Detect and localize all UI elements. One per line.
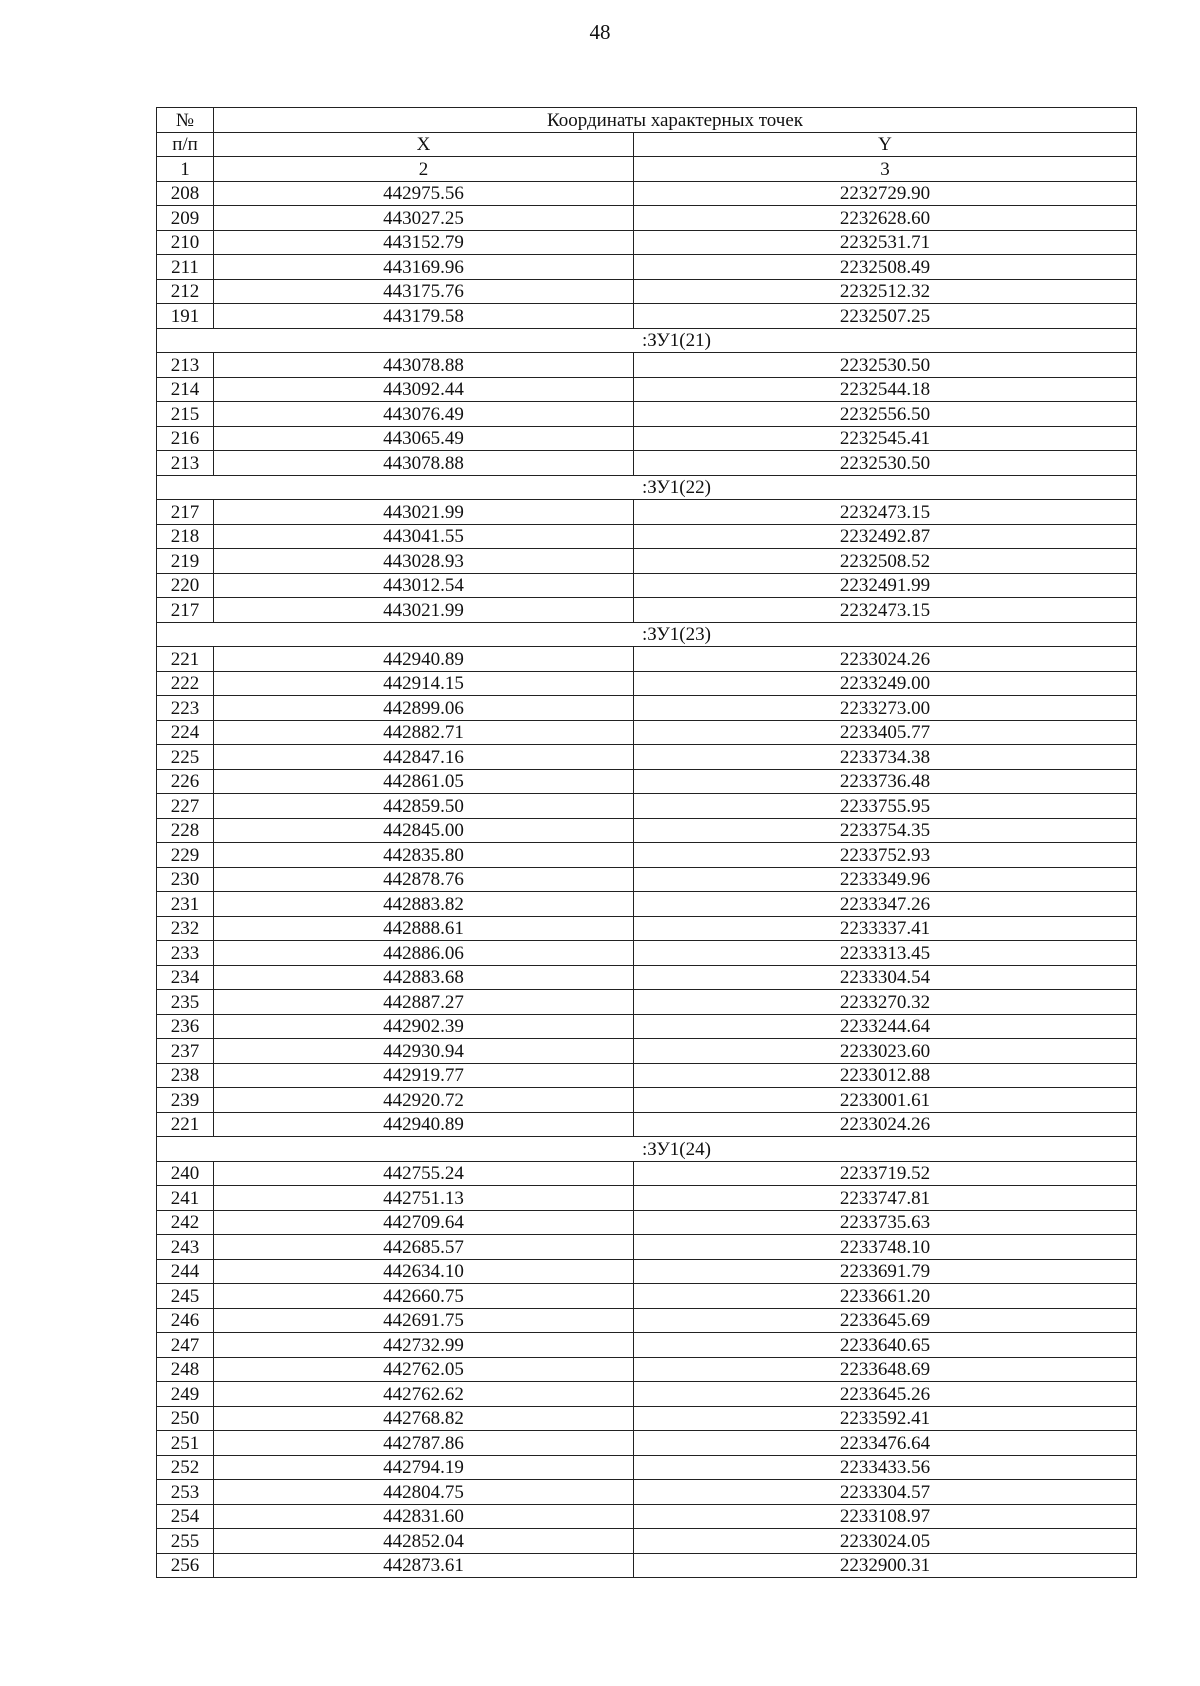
x-coordinate-cell: 443092.44 bbox=[214, 377, 634, 402]
point-number-cell: 256 bbox=[157, 1553, 214, 1578]
x-coordinate-cell: 442787.86 bbox=[214, 1431, 634, 1456]
x-coordinate-cell: 442660.75 bbox=[214, 1284, 634, 1309]
table-row bbox=[157, 1014, 1137, 1039]
y-coordinate-cell: 2233719.52 bbox=[634, 1161, 1137, 1186]
point-number-cell: 241 bbox=[157, 1186, 214, 1211]
y-coordinate-cell: 2232491.99 bbox=[634, 573, 1137, 598]
x-coordinate-cell: 442940.89 bbox=[214, 1112, 634, 1137]
y-coordinate-cell: 2233691.79 bbox=[634, 1259, 1137, 1284]
table-row bbox=[157, 843, 1137, 868]
y-coordinate-cell: 2233273.00 bbox=[634, 696, 1137, 721]
table-row bbox=[157, 1431, 1137, 1456]
y-coordinate-cell: 2232508.52 bbox=[634, 549, 1137, 574]
section-label: :ЗУ1(22) bbox=[157, 475, 1137, 500]
header-coords-title: Координаты характерных точек bbox=[214, 108, 1137, 133]
section-label: :ЗУ1(23) bbox=[157, 622, 1137, 647]
table-row bbox=[157, 892, 1137, 917]
table-row bbox=[157, 1259, 1137, 1284]
x-coordinate-cell: 442882.71 bbox=[214, 720, 634, 745]
x-coordinate-cell: 442883.68 bbox=[214, 965, 634, 990]
table-row bbox=[157, 1357, 1137, 1382]
table-row bbox=[157, 206, 1137, 231]
point-number-cell: 240 bbox=[157, 1161, 214, 1186]
table-row bbox=[157, 1406, 1137, 1431]
point-number-cell: 243 bbox=[157, 1235, 214, 1260]
y-coordinate-cell: 2232628.60 bbox=[634, 206, 1137, 231]
table-row bbox=[157, 181, 1137, 206]
y-coordinate-cell: 2232473.15 bbox=[634, 500, 1137, 525]
point-number-cell: 219 bbox=[157, 549, 214, 574]
x-coordinate-cell: 442878.76 bbox=[214, 867, 634, 892]
table-row bbox=[157, 769, 1137, 794]
point-number-cell: 248 bbox=[157, 1357, 214, 1382]
y-coordinate-cell: 2233012.88 bbox=[634, 1063, 1137, 1088]
table-row bbox=[157, 1553, 1137, 1578]
point-number-cell: 251 bbox=[157, 1431, 214, 1456]
header-index-3: 3 bbox=[634, 157, 1137, 182]
point-number-cell: 226 bbox=[157, 769, 214, 794]
point-number-cell: 217 bbox=[157, 598, 214, 623]
table-row bbox=[157, 1088, 1137, 1113]
point-number-cell: 220 bbox=[157, 573, 214, 598]
table-row bbox=[157, 524, 1137, 549]
y-coordinate-cell: 2232492.87 bbox=[634, 524, 1137, 549]
y-coordinate-cell: 2233249.00 bbox=[634, 671, 1137, 696]
x-coordinate-cell: 442861.05 bbox=[214, 769, 634, 794]
header-index-1: 1 bbox=[157, 157, 214, 182]
coordinates-body bbox=[157, 181, 1137, 1578]
point-number-cell: 228 bbox=[157, 818, 214, 843]
x-coordinate-cell: 442886.06 bbox=[214, 941, 634, 966]
y-coordinate-cell: 2233108.97 bbox=[634, 1504, 1137, 1529]
y-coordinate-cell: 2233347.26 bbox=[634, 892, 1137, 917]
point-number-cell: 238 bbox=[157, 1063, 214, 1088]
point-number-cell: 235 bbox=[157, 990, 214, 1015]
point-number-cell: 255 bbox=[157, 1529, 214, 1554]
y-coordinate-cell: 2233024.26 bbox=[634, 1112, 1137, 1137]
point-number-cell: 245 bbox=[157, 1284, 214, 1309]
y-coordinate-cell: 2232900.31 bbox=[634, 1553, 1137, 1578]
point-number-cell: 227 bbox=[157, 794, 214, 819]
x-coordinate-cell: 443175.76 bbox=[214, 279, 634, 304]
point-number-cell: 218 bbox=[157, 524, 214, 549]
table-row bbox=[157, 794, 1137, 819]
table-row bbox=[157, 1382, 1137, 1407]
x-coordinate-cell: 442852.04 bbox=[214, 1529, 634, 1554]
y-coordinate-cell: 2232508.49 bbox=[634, 255, 1137, 280]
x-coordinate-cell: 442732.99 bbox=[214, 1333, 634, 1358]
x-coordinate-cell: 443021.99 bbox=[214, 598, 634, 623]
y-coordinate-cell: 2233405.77 bbox=[634, 720, 1137, 745]
table-row bbox=[157, 1235, 1137, 1260]
point-number-cell: 211 bbox=[157, 255, 214, 280]
table-row bbox=[157, 1210, 1137, 1235]
x-coordinate-cell: 443169.96 bbox=[214, 255, 634, 280]
point-number-cell: 239 bbox=[157, 1088, 214, 1113]
point-number-cell: 236 bbox=[157, 1014, 214, 1039]
y-coordinate-cell: 2233754.35 bbox=[634, 818, 1137, 843]
x-coordinate-cell: 442751.13 bbox=[214, 1186, 634, 1211]
table-row bbox=[157, 671, 1137, 696]
x-coordinate-cell: 442762.62 bbox=[214, 1382, 634, 1407]
x-coordinate-cell: 442883.82 bbox=[214, 892, 634, 917]
y-coordinate-cell: 2233735.63 bbox=[634, 1210, 1137, 1235]
x-coordinate-cell: 443076.49 bbox=[214, 402, 634, 427]
table-row bbox=[157, 1308, 1137, 1333]
table-row bbox=[157, 696, 1137, 721]
table-row bbox=[157, 304, 1137, 329]
x-coordinate-cell: 442902.39 bbox=[214, 1014, 634, 1039]
y-coordinate-cell: 2233313.45 bbox=[634, 941, 1137, 966]
x-coordinate-cell: 443012.54 bbox=[214, 573, 634, 598]
y-coordinate-cell: 2232530.50 bbox=[634, 353, 1137, 378]
point-number-cell: 224 bbox=[157, 720, 214, 745]
section-row bbox=[157, 622, 1137, 647]
y-coordinate-cell: 2233270.32 bbox=[634, 990, 1137, 1015]
y-coordinate-cell: 2233752.93 bbox=[634, 843, 1137, 868]
y-coordinate-cell: 2233734.38 bbox=[634, 745, 1137, 770]
point-number-cell: 223 bbox=[157, 696, 214, 721]
table-row bbox=[157, 867, 1137, 892]
point-number-cell: 242 bbox=[157, 1210, 214, 1235]
point-number-cell: 221 bbox=[157, 647, 214, 672]
y-coordinate-cell: 2233433.56 bbox=[634, 1455, 1137, 1480]
point-number-cell: 232 bbox=[157, 916, 214, 941]
table-row bbox=[157, 279, 1137, 304]
table-row bbox=[157, 1284, 1137, 1309]
point-number-cell: 234 bbox=[157, 965, 214, 990]
x-coordinate-cell: 442835.80 bbox=[214, 843, 634, 868]
x-coordinate-cell: 442709.64 bbox=[214, 1210, 634, 1235]
point-number-cell: 210 bbox=[157, 230, 214, 255]
point-number-cell: 222 bbox=[157, 671, 214, 696]
table-row bbox=[157, 598, 1137, 623]
x-coordinate-cell: 442691.75 bbox=[214, 1308, 634, 1333]
table-row bbox=[157, 500, 1137, 525]
x-coordinate-cell: 442888.61 bbox=[214, 916, 634, 941]
y-coordinate-cell: 2232512.32 bbox=[634, 279, 1137, 304]
x-coordinate-cell: 442914.15 bbox=[214, 671, 634, 696]
point-number-cell: 191 bbox=[157, 304, 214, 329]
table-row bbox=[157, 230, 1137, 255]
point-number-cell: 214 bbox=[157, 377, 214, 402]
y-coordinate-cell: 2232531.71 bbox=[634, 230, 1137, 255]
point-number-cell: 249 bbox=[157, 1382, 214, 1407]
header-x: X bbox=[214, 132, 634, 157]
table-row bbox=[157, 1161, 1137, 1186]
table-row bbox=[157, 745, 1137, 770]
point-number-cell: 216 bbox=[157, 426, 214, 451]
table-row bbox=[157, 402, 1137, 427]
header-y: Y bbox=[634, 132, 1137, 157]
x-coordinate-cell: 443027.25 bbox=[214, 206, 634, 231]
table-row bbox=[157, 647, 1137, 672]
x-coordinate-cell: 442887.27 bbox=[214, 990, 634, 1015]
table-row bbox=[157, 1186, 1137, 1211]
y-coordinate-cell: 2233648.69 bbox=[634, 1357, 1137, 1382]
y-coordinate-cell: 2233755.95 bbox=[634, 794, 1137, 819]
point-number-cell: 252 bbox=[157, 1455, 214, 1480]
table-row bbox=[157, 1480, 1137, 1505]
y-coordinate-cell: 2232729.90 bbox=[634, 181, 1137, 206]
y-coordinate-cell: 2233736.48 bbox=[634, 769, 1137, 794]
x-coordinate-cell: 443179.58 bbox=[214, 304, 634, 329]
x-coordinate-cell: 442762.05 bbox=[214, 1357, 634, 1382]
x-coordinate-cell: 442940.89 bbox=[214, 647, 634, 672]
point-number-cell: 212 bbox=[157, 279, 214, 304]
table-row bbox=[157, 720, 1137, 745]
x-coordinate-cell: 442794.19 bbox=[214, 1455, 634, 1480]
point-number-cell: 213 bbox=[157, 451, 214, 476]
point-number-cell: 229 bbox=[157, 843, 214, 868]
point-number-cell: 213 bbox=[157, 353, 214, 378]
y-coordinate-cell: 2232473.15 bbox=[634, 598, 1137, 623]
x-coordinate-cell: 443041.55 bbox=[214, 524, 634, 549]
section-row bbox=[157, 328, 1137, 353]
x-coordinate-cell: 442920.72 bbox=[214, 1088, 634, 1113]
y-coordinate-cell: 2232530.50 bbox=[634, 451, 1137, 476]
point-number-cell: 244 bbox=[157, 1259, 214, 1284]
table-row bbox=[157, 916, 1137, 941]
point-number-cell: 233 bbox=[157, 941, 214, 966]
y-coordinate-cell: 2233592.41 bbox=[634, 1406, 1137, 1431]
point-number-cell: 231 bbox=[157, 892, 214, 917]
table-row bbox=[157, 1063, 1137, 1088]
y-coordinate-cell: 2233645.26 bbox=[634, 1382, 1137, 1407]
x-coordinate-cell: 442847.16 bbox=[214, 745, 634, 770]
header-row-1 bbox=[157, 108, 1137, 133]
y-coordinate-cell: 2233337.41 bbox=[634, 916, 1137, 941]
x-coordinate-cell: 443021.99 bbox=[214, 500, 634, 525]
table-row bbox=[157, 353, 1137, 378]
table-row bbox=[157, 573, 1137, 598]
y-coordinate-cell: 2233476.64 bbox=[634, 1431, 1137, 1456]
point-number-cell: 254 bbox=[157, 1504, 214, 1529]
x-coordinate-cell: 442685.57 bbox=[214, 1235, 634, 1260]
page-number: 48 bbox=[589, 20, 611, 44]
x-coordinate-cell: 442919.77 bbox=[214, 1063, 634, 1088]
table-row bbox=[157, 1529, 1137, 1554]
x-coordinate-cell: 442975.56 bbox=[214, 181, 634, 206]
x-coordinate-cell: 442859.50 bbox=[214, 794, 634, 819]
x-coordinate-cell: 443028.93 bbox=[214, 549, 634, 574]
section-row bbox=[157, 475, 1137, 500]
y-coordinate-cell: 2233640.65 bbox=[634, 1333, 1137, 1358]
y-coordinate-cell: 2233024.05 bbox=[634, 1529, 1137, 1554]
y-coordinate-cell: 2233645.69 bbox=[634, 1308, 1137, 1333]
table-row bbox=[157, 451, 1137, 476]
x-coordinate-cell: 442804.75 bbox=[214, 1480, 634, 1505]
y-coordinate-cell: 2233661.20 bbox=[634, 1284, 1137, 1309]
point-number-cell: 246 bbox=[157, 1308, 214, 1333]
header-num-label: п/п bbox=[157, 132, 214, 157]
y-coordinate-cell: 2232544.18 bbox=[634, 377, 1137, 402]
y-coordinate-cell: 2233349.96 bbox=[634, 867, 1137, 892]
y-coordinate-cell: 2233023.60 bbox=[634, 1039, 1137, 1064]
x-coordinate-cell: 443152.79 bbox=[214, 230, 634, 255]
y-coordinate-cell: 2233244.64 bbox=[634, 1014, 1137, 1039]
point-number-cell: 237 bbox=[157, 1039, 214, 1064]
table-row bbox=[157, 818, 1137, 843]
header-row-2 bbox=[157, 132, 1137, 157]
point-number-cell: 217 bbox=[157, 500, 214, 525]
point-number-cell: 208 bbox=[157, 181, 214, 206]
y-coordinate-cell: 2233304.54 bbox=[634, 965, 1137, 990]
x-coordinate-cell: 443078.88 bbox=[214, 451, 634, 476]
y-coordinate-cell: 2232507.25 bbox=[634, 304, 1137, 329]
header-index-2: 2 bbox=[214, 157, 634, 182]
y-coordinate-cell: 2233304.57 bbox=[634, 1480, 1137, 1505]
x-coordinate-cell: 443065.49 bbox=[214, 426, 634, 451]
table-row bbox=[157, 549, 1137, 574]
header-num-symbol: № bbox=[157, 108, 214, 133]
y-coordinate-cell: 2232545.41 bbox=[634, 426, 1137, 451]
x-coordinate-cell: 442930.94 bbox=[214, 1039, 634, 1064]
point-number-cell: 253 bbox=[157, 1480, 214, 1505]
table-row bbox=[157, 990, 1137, 1015]
y-coordinate-cell: 2233024.26 bbox=[634, 647, 1137, 672]
x-coordinate-cell: 442899.06 bbox=[214, 696, 634, 721]
point-number-cell: 250 bbox=[157, 1406, 214, 1431]
section-label: :ЗУ1(24) bbox=[157, 1137, 1137, 1162]
point-number-cell: 247 bbox=[157, 1333, 214, 1358]
y-coordinate-cell: 2233001.61 bbox=[634, 1088, 1137, 1113]
x-coordinate-cell: 442831.60 bbox=[214, 1504, 634, 1529]
point-number-cell: 215 bbox=[157, 402, 214, 427]
x-coordinate-cell: 442755.24 bbox=[214, 1161, 634, 1186]
table-row bbox=[157, 965, 1137, 990]
x-coordinate-cell: 442768.82 bbox=[214, 1406, 634, 1431]
x-coordinate-cell: 443078.88 bbox=[214, 353, 634, 378]
y-coordinate-cell: 2233748.10 bbox=[634, 1235, 1137, 1260]
section-row bbox=[157, 1137, 1137, 1162]
point-number-cell: 225 bbox=[157, 745, 214, 770]
table-row bbox=[157, 1333, 1137, 1358]
table-row bbox=[157, 1504, 1137, 1529]
header-row-index bbox=[157, 157, 1137, 182]
table-row bbox=[157, 1039, 1137, 1064]
table-row bbox=[157, 426, 1137, 451]
point-number-cell: 221 bbox=[157, 1112, 214, 1137]
table-row bbox=[157, 377, 1137, 402]
table-row bbox=[157, 1112, 1137, 1137]
y-coordinate-cell: 2232556.50 bbox=[634, 402, 1137, 427]
y-coordinate-cell: 2233747.81 bbox=[634, 1186, 1137, 1211]
x-coordinate-cell: 442873.61 bbox=[214, 1553, 634, 1578]
table-row bbox=[157, 941, 1137, 966]
table-row bbox=[157, 255, 1137, 280]
x-coordinate-cell: 442634.10 bbox=[214, 1259, 634, 1284]
section-label: :ЗУ1(21) bbox=[157, 328, 1137, 353]
point-number-cell: 209 bbox=[157, 206, 214, 231]
point-number-cell: 230 bbox=[157, 867, 214, 892]
coordinates-table bbox=[156, 107, 1137, 1578]
table-row bbox=[157, 1455, 1137, 1480]
x-coordinate-cell: 442845.00 bbox=[214, 818, 634, 843]
